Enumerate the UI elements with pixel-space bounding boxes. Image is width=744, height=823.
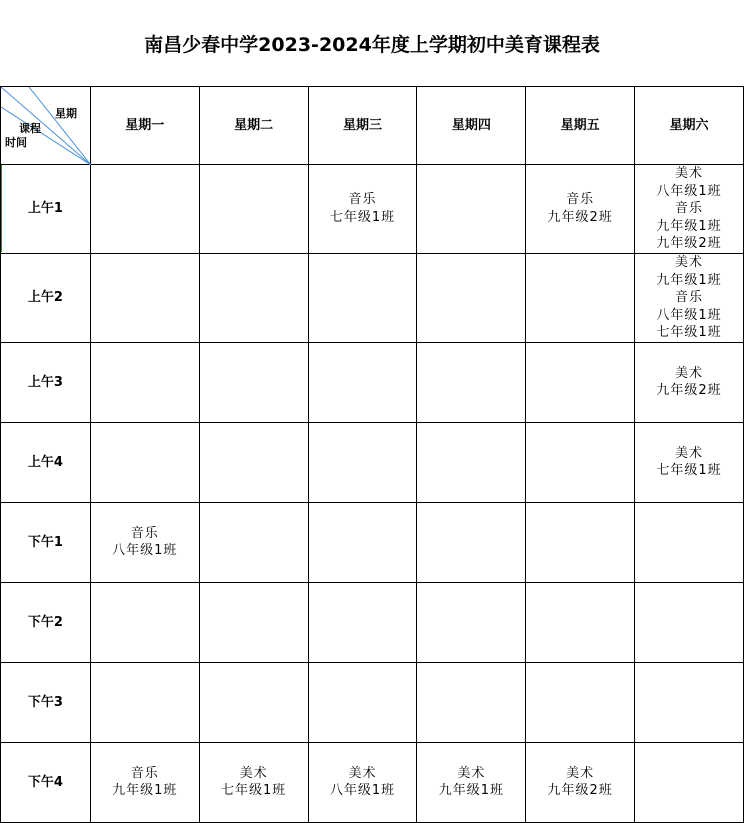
- schedule-cell[interactable]: [417, 502, 526, 582]
- schedule-cell[interactable]: [308, 253, 417, 342]
- schedule-cell[interactable]: [199, 342, 308, 422]
- cell-line: 九年级1班: [656, 218, 722, 234]
- period-label: 下午3: [1, 662, 91, 742]
- schedule-cell[interactable]: [526, 253, 635, 342]
- corner-cell: [1, 87, 91, 165]
- schedule-cell[interactable]: [526, 342, 635, 422]
- schedule-cell[interactable]: [90, 342, 199, 422]
- schedule-cell[interactable]: [635, 582, 744, 662]
- cell-line: 八年级1班: [329, 783, 396, 799]
- cell-content: [309, 191, 417, 226]
- schedule-cell[interactable]: [90, 582, 199, 662]
- cell-line: 美术: [457, 765, 486, 781]
- schedule-cell[interactable]: [635, 662, 744, 742]
- cell-line: 音乐: [675, 201, 704, 217]
- day-header-tue: 星期二: [199, 87, 308, 165]
- corner-label-time: 时间: [5, 136, 27, 149]
- cell-line: 美术: [675, 254, 704, 270]
- cell-line: 九年级1班: [656, 272, 722, 288]
- cell-line: 九年级2班: [656, 236, 722, 252]
- schedule-cell[interactable]: [635, 342, 744, 422]
- schedule-cell[interactable]: [308, 502, 417, 582]
- schedule-cell[interactable]: [199, 253, 308, 342]
- period-row: [1, 502, 744, 582]
- cell-line: 美术: [566, 765, 595, 781]
- schedule-cell[interactable]: [199, 662, 308, 742]
- cell-line: 九年级1班: [112, 783, 178, 799]
- cell-line: 七年级1班: [329, 209, 396, 225]
- cell-line: 美术: [675, 445, 704, 461]
- schedule-cell[interactable]: [90, 662, 199, 742]
- cell-line: 九年级2班: [547, 209, 613, 225]
- schedule-cell[interactable]: [90, 502, 199, 582]
- schedule-cell[interactable]: [526, 422, 635, 502]
- cell-line: 八年级1班: [112, 543, 178, 559]
- cell-line: 七年级1班: [656, 325, 722, 341]
- schedule-cell[interactable]: [417, 742, 526, 822]
- schedule-cell[interactable]: [90, 165, 199, 254]
- schedule-cell[interactable]: [526, 582, 635, 662]
- cell-content: [635, 165, 743, 253]
- cell-line: 七年级1班: [221, 783, 287, 799]
- period-label: 下午1: [1, 502, 91, 582]
- corner-diagonals: [1, 87, 91, 165]
- period-label: 上午2: [1, 253, 91, 342]
- period-label: 上午4: [1, 422, 91, 502]
- cell-content: [526, 765, 634, 800]
- schedule-cell[interactable]: [635, 253, 744, 342]
- cell-content: [200, 765, 308, 800]
- schedule-cell[interactable]: [199, 582, 308, 662]
- schedule-cell[interactable]: [90, 422, 199, 502]
- cell-line: 九年级2班: [547, 783, 613, 799]
- schedule-cell[interactable]: [199, 165, 308, 254]
- schedule-cell[interactable]: [90, 253, 199, 342]
- schedule-cell[interactable]: [417, 342, 526, 422]
- cell-line: 音乐: [566, 192, 595, 208]
- cell-content: [91, 765, 199, 800]
- schedule-cell[interactable]: [526, 165, 635, 254]
- day-header-fri: 星期五: [526, 87, 635, 165]
- day-header-thu: 星期四: [417, 87, 526, 165]
- schedule-cell[interactable]: [417, 662, 526, 742]
- cell-content: [309, 765, 417, 800]
- schedule-cell[interactable]: [90, 742, 199, 822]
- header-row: [1, 87, 744, 165]
- cell-content: [526, 191, 634, 226]
- schedule-cell[interactable]: [199, 502, 308, 582]
- period-label: 上午3: [1, 342, 91, 422]
- schedule-table: [0, 86, 744, 823]
- schedule-cell[interactable]: [308, 422, 417, 502]
- schedule-cell[interactable]: [526, 742, 635, 822]
- day-header-wed: 星期三: [308, 87, 417, 165]
- period-row: [1, 342, 744, 422]
- cell-line: 八年级1班: [656, 307, 722, 323]
- period-row: [1, 662, 744, 742]
- schedule-cell[interactable]: [635, 165, 744, 254]
- page-title: 南昌少春中学2023-2024年度上学期初中美育课程表: [144, 33, 600, 56]
- period-label: 下午4: [1, 742, 91, 822]
- cell-content: [635, 445, 743, 480]
- cell-line: 音乐: [675, 290, 704, 306]
- schedule-cell[interactable]: [308, 742, 417, 822]
- cell-content: [635, 365, 743, 400]
- cell-line: 美术: [239, 765, 268, 781]
- schedule-cell[interactable]: [526, 502, 635, 582]
- schedule-cell[interactable]: [635, 742, 744, 822]
- schedule-cell[interactable]: [308, 342, 417, 422]
- corner-label-course: 课程: [19, 122, 41, 135]
- cell-line: 七年级1班: [656, 463, 722, 479]
- day-header-mon: 星期一: [90, 87, 199, 165]
- cell-line: 美术: [348, 765, 377, 781]
- schedule-cell[interactable]: [635, 422, 744, 502]
- schedule-cell[interactable]: [199, 422, 308, 502]
- schedule-cell[interactable]: [308, 662, 417, 742]
- schedule-cell[interactable]: [417, 165, 526, 254]
- cell-line: 九年级1班: [438, 783, 504, 799]
- corner-label-day: 星期: [55, 107, 77, 120]
- period-label: 上午1: [1, 165, 91, 254]
- schedule-cell[interactable]: [417, 582, 526, 662]
- cell-line: 音乐: [130, 765, 159, 781]
- cell-line: 美术: [675, 365, 704, 381]
- cell-content: [91, 525, 199, 560]
- period-row: [1, 422, 744, 502]
- schedule-cell[interactable]: [308, 165, 417, 254]
- schedule-cell[interactable]: [417, 422, 526, 502]
- schedule-cell[interactable]: [635, 502, 744, 582]
- period-row: [1, 253, 744, 342]
- cell-line: 八年级1班: [656, 183, 722, 199]
- schedule-cell[interactable]: [526, 662, 635, 742]
- schedule-cell[interactable]: [199, 742, 308, 822]
- schedule-cell[interactable]: [308, 582, 417, 662]
- period-row: [1, 742, 744, 822]
- day-header-sat: 星期六: [635, 87, 744, 165]
- schedule-cell[interactable]: [417, 253, 526, 342]
- period-row: [1, 582, 744, 662]
- cell-line: 音乐: [348, 192, 377, 208]
- cell-line: 美术: [675, 166, 704, 181]
- cell-line: 音乐: [130, 525, 159, 541]
- period-label: 下午2: [1, 582, 91, 662]
- cell-content: [635, 254, 743, 342]
- cell-content: [417, 765, 525, 800]
- period-row: [1, 165, 744, 254]
- cell-line: 九年级2班: [656, 383, 722, 399]
